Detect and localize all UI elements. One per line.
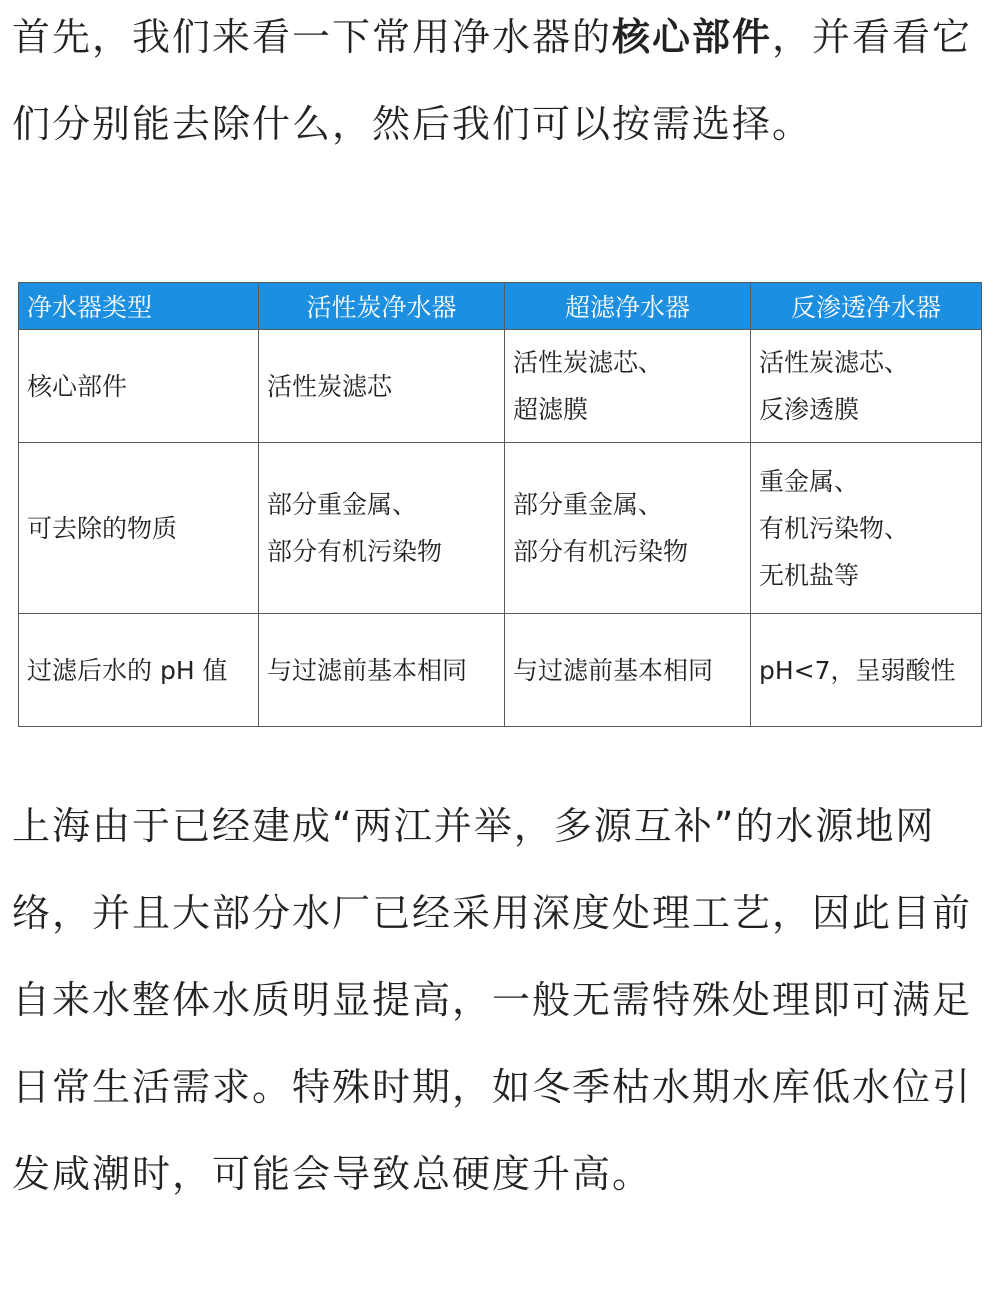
water-purifier-comparison-table [18, 282, 982, 727]
table-row [19, 330, 982, 443]
table-cell [505, 614, 751, 727]
header-activated-carbon: 活性炭净水器 [259, 283, 505, 330]
intro-paragraph [12, 0, 992, 168]
cell-line: 与过滤前基本相同 [513, 655, 714, 685]
cell-line: 部分有机污染物 [513, 537, 689, 566]
cell-line: 有机污染物、 [759, 513, 910, 543]
table-row [19, 443, 982, 614]
row-label-removable-substances: 可去除的物质 [19, 443, 259, 614]
intro-text-before: 首先，我们来看一下常用净水器的 [12, 15, 613, 59]
cell-line: 部分重金属、 [267, 490, 418, 519]
water-purifier-comparison-table-wrap [18, 282, 981, 727]
intro-text-after: ，并看看它们分别能去除什么，然后我们可以按需选择。 [12, 15, 973, 146]
table-cell [259, 443, 505, 614]
table-cell [751, 330, 982, 443]
table-row [19, 614, 982, 727]
cell-line: pH<7，呈弱酸性 [759, 655, 956, 685]
cell-line: 活性炭滤芯、 [513, 348, 664, 377]
table-cell [259, 330, 505, 443]
cell-line: 部分重金属、 [513, 490, 664, 519]
closing-paragraph: 上海由于已经建成“两江并举，多源互补”的水源地网络，并且大部分水厂已经采用深度处理工艺，因此目前自来水整体水质明显提高，一般无需特殊处理即可满足日常生活需求。特殊时期，如冬季枯水期水库低水位引发咸潮时，可能会导致总硬度升高。 [12, 804, 973, 1196]
cell-line: 部分有机污染物 [267, 537, 443, 566]
table-cell [751, 614, 982, 727]
cell-line: 无机盐等 [759, 560, 860, 590]
table-cell [505, 330, 751, 443]
cell-line: 超滤膜 [513, 395, 589, 424]
intro-bold-text: 核心部件 [612, 15, 773, 59]
row-label-ph-after-filtering: 过滤后水的 pH 值 [19, 614, 259, 727]
cell-line: 与过滤前基本相同 [267, 655, 468, 685]
table-cell [751, 443, 982, 614]
cell-line: 活性炭滤芯 [267, 371, 393, 401]
row-label-core-parts: 核心部件 [19, 330, 259, 443]
header-ultrafiltration: 超滤净水器 [505, 283, 751, 330]
table-cell [259, 614, 505, 727]
header-reverse-osmosis: 反渗透净水器 [751, 283, 982, 330]
table-cell [505, 443, 751, 614]
cell-line: 活性炭滤芯、 [759, 348, 910, 377]
table-header-row [19, 283, 982, 330]
cell-line: 反渗透膜 [759, 395, 860, 424]
header-type: 净水器类型 [19, 283, 259, 330]
cell-line: 重金属、 [759, 466, 860, 496]
